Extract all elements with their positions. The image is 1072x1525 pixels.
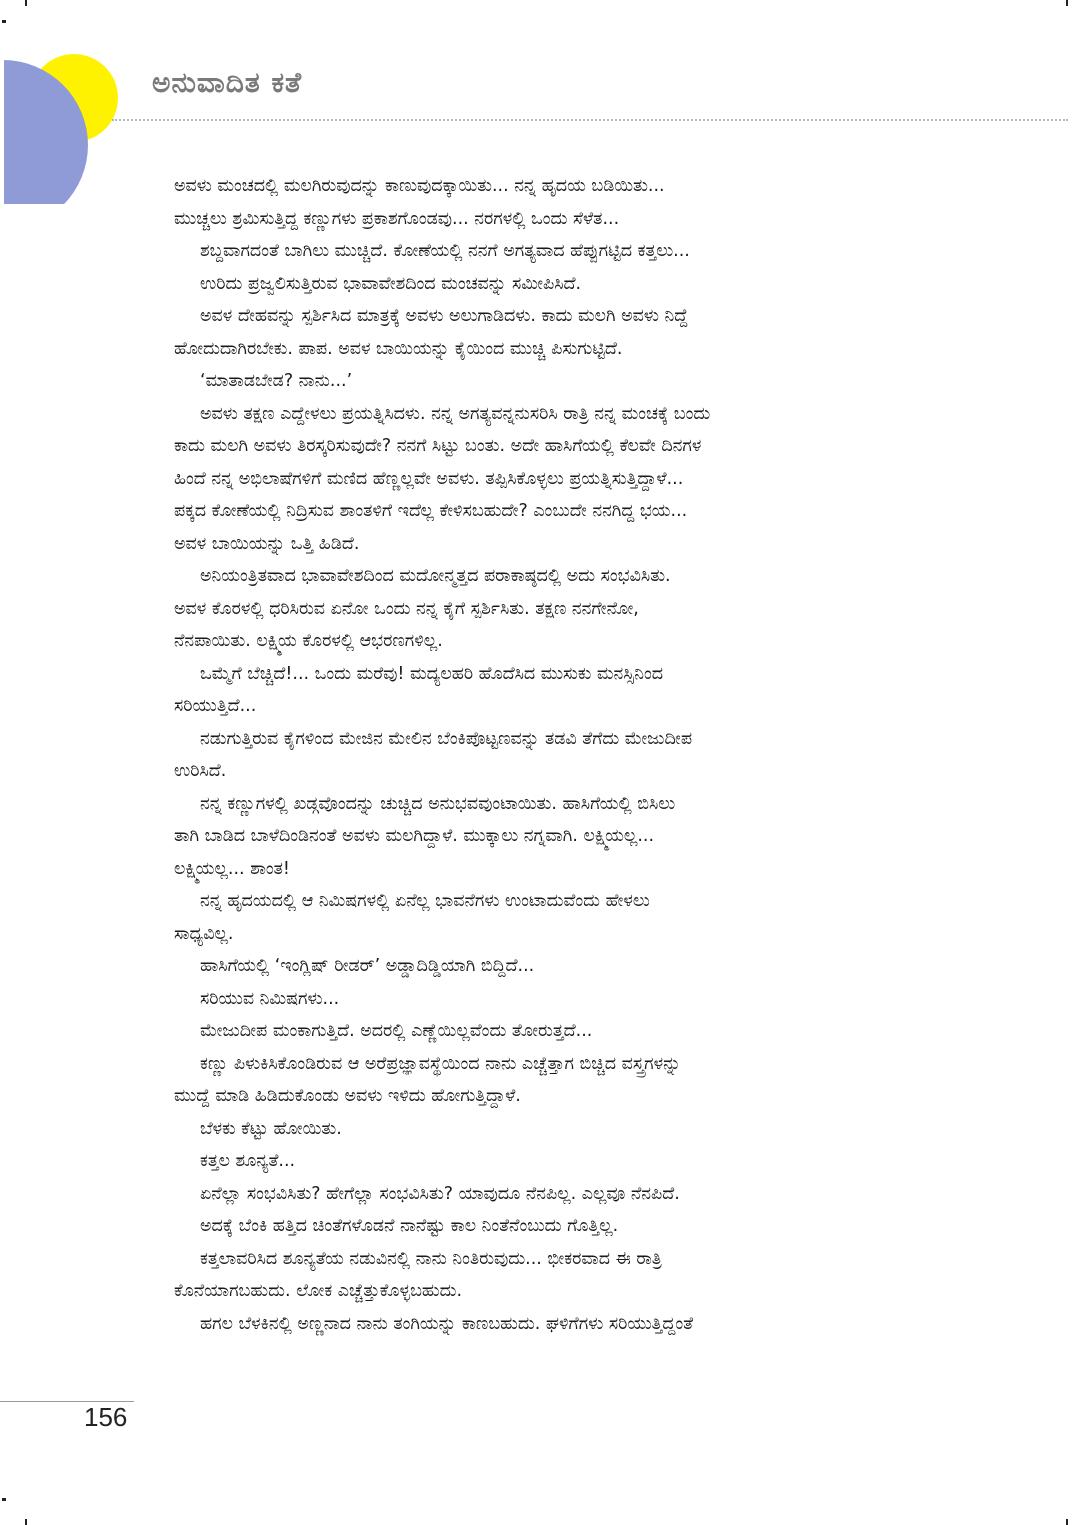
body-line: ಉರಿಸಿದೆ. <box>174 761 227 781</box>
body-line: ಲಕ್ಷ್ಮಿಯಲ್ಲ... ಶಾಂತ! <box>174 858 290 879</box>
decorative-mask-left <box>0 40 4 240</box>
body-line: ಅನಿಯಂತ್ರಿತವಾದ ಭಾವಾವೇಶದಿಂದ ಮದೋನ್ಮತ್ತದ ಪರಾಕಾಷ್ಠದಲ್ಲಿ ಅದು ಸಂಭವಿಸಿತು. <box>200 566 671 586</box>
body-line: ಅವಳು ತಕ್ಷಣ ಎದ್ದೇಳಲು ಪ್ರಯತ್ನಿಸಿದಳು. ನನ್ನ ಅಗತ್ಯವನ್ನನುಸರಿಸಿ ರಾತ್ರಿ ನನ್ನ ಮಂಚಕ್ಕೆ ಬಂದು <box>200 403 711 424</box>
crop-mark-top-left <box>2 20 6 23</box>
body-line: ಅವಳ ದೇಹವನ್ನು ಸ್ಪರ್ಶಿಸಿದ ಮಾತ್ರಕ್ಕೆ ಅವಳು ಅಲುಗಾಡಿದಳು. ಕಾದು ಮಲಗಿ ಅವಳು ನಿದ್ದೆ <box>200 306 688 326</box>
body-line: ಅದಕ್ಕೆ ಬೆಂಕಿ ಹತ್ತಿದ ಚಿಂತೆಗಳೊಡನೆ ನಾನೆಷ್ಟು ಕಾಲ ನಿಂತೆನೆಂಬುದು ಗೊತ್ತಿಲ್ಲ. <box>200 1216 619 1236</box>
body-line: ತಾಗಿ ಬಾಡಿದ ಬಾಳೆದಿಂಡಿನಂತೆ ಅವಳು ಮಲಗಿದ್ದಾಳೆ. ಮುಕ್ಕಾಲು ನಗ್ನವಾಗಿ. ಲಕ್ಷ್ಮಿಯಲ್ಲ... <box>174 826 655 846</box>
page-number: 156 <box>84 1402 128 1432</box>
body-line: ಹಾಸಿಗೆಯಲ್ಲಿ ‘ಇಂಗ್ಲಿಷ್ ರೀಡರ್’ ಅಡ್ಡಾದಿಡ್ಡಿಯಾಗಿ ಬಿದ್ದಿದೆ... <box>200 956 535 976</box>
body-line: ಮುದ್ದೆ ಮಾಡಿ ಹಿಡಿದುಕೊಂಡು ಅವಳು ಇಳಿದು ಹೋಗುತ್ತಿದ್ದಾಳೆ. <box>174 1086 521 1106</box>
body-line: ನನ್ನ ಹೃದಯದಲ್ಲಿ ಆ ನಿಮಿಷಗಳಲ್ಲಿ ಏನೆಲ್ಲ ಭಾವನೆಗಳು ಉಂಟಾದುವೆಂದು ಹೇಳಲು <box>200 891 650 911</box>
body-line: ‘ಮಾತಾಡಬೇಡ? ನಾನು...’ <box>200 371 353 391</box>
body-line: ಕಾದು ಮಲಗಿ ಅವಳು ತಿರಸ್ಕರಿಸುವುದೇ? ನನಗೆ ಸಿಟ್ಟು ಬಂತು. ಅದೇ ಹಾಸಿಗೆಯಲ್ಲಿ ಕೆಲವೇ ದಿನಗಳ <box>174 436 702 456</box>
body-line: ಉರಿದು ಪ್ರಜ್ವಲಿಸುತ್ತಿರುವ ಭಾವಾವೇಶದಿಂದ ಮಂಚವನ್ನು ಸಮೀಪಿಸಿದೆ. <box>200 273 582 294</box>
body-line: ಅವಳು ಮಂಚದಲ್ಲಿ ಮಲಗಿರುವುದನ್ನು ಕಾಣುವುದಕ್ಕಾಯಿತು... ನನ್ನ ಹೃದಯ ಬಡಿಯಿತು... <box>174 176 665 196</box>
crop-mark-bottom-left-v <box>25 1519 27 1525</box>
body-line: ಒಮ್ಮೆಗೆ ಬೆಚ್ಚಿದೆ!... ಒಂದು ಮರೆವು! ಮದ್ಯಲಹರಿ ಹೊದೆಸಿದ ಮುಸುಕು ಮನಸ್ಸಿನಿಂದ <box>200 663 664 684</box>
body-line: ಅವಳ ಕೊರಳಲ್ಲಿ ಧರಿಸಿರುವ ಏನೋ ಒಂದು ನನ್ನ ಕೈಗೆ ಸ್ಪರ್ಶಿಸಿತು. ತಕ್ಷಣ ನನಗೇನೋ, <box>174 598 639 619</box>
body-line: ಕಣ್ಣು ಪಿಳುಕಿಸಿಕೊಂಡಿರುವ ಆ ಅರೆಪ್ರಜ್ಞಾವಸ್ಥೆಯಿಂದ ನಾನು ಎಚ್ಚೆತ್ತಾಗ ಬಿಚ್ಚಿದ ವಸ್ತ್ರಗಳನ್ನು <box>200 1053 681 1074</box>
body-line: ನಡುಗುತ್ತಿರುವ ಕೈಗಳಿಂದ ಮೇಜಿನ ಮೇಲಿನ ಬೆಂಕಿಪೊಟ್ಟಣವನ್ನು ತಡವಿ ತೆಗೆದು ಮೇಜುದೀಪ <box>200 728 693 749</box>
body-line: ಕತ್ತಲ ಶೂನ್ಯತೆ... <box>200 1151 296 1171</box>
body-line: ಸಾಧ್ಯವಿಲ್ಲ. <box>174 923 234 944</box>
header-dotted-divider <box>112 119 1068 121</box>
body-line: ಹಿಂದೆ ನನ್ನ ಅಭಿಲಾಷೆಗಳಿಗೆ ಮಣಿದ ಹೆಣ್ಣಲ್ಲವೇ ಅವಳು. ತಪ್ಪಿಸಿಕೊಳ್ಳಲು ಪ್ರಯತ್ನಿಸುತ್ತಿದ್ದಾಳೆ... <box>174 468 684 489</box>
body-line: ಏನೆಲ್ಲಾ ಸಂಭವಿಸಿತು? ಹೇಗೆಲ್ಲಾ ಸಂಭವಿಸಿತು? ಯಾವುದೂ ನೆನಪಿಲ್ಲ. ಎಲ್ಲವೂ ನೆನಪಿದೆ. <box>200 1183 680 1204</box>
body-line: ಅವಳ ಬಾಯಿಯನ್ನು ಒತ್ತಿ ಹಿಡಿದೆ. <box>174 533 360 554</box>
crop-mark-bottom-right-v <box>1066 1519 1068 1525</box>
body-line: ಹೋದುದಾಗಿರಬೇಕು. ಪಾಪ. ಅವಳ ಬಾಯಿಯನ್ನು ಕೈಯಿಂದ ಮುಚ್ಚಿ ಪಿಸುಗುಟ್ಟಿದೆ. <box>174 338 623 359</box>
section-title: ಅನುವಾದಿತ ಕತೆ <box>152 66 303 99</box>
body-line: ಕೊನೆಯಾಗಬಹುದು. ಲೋಕ ಎಚ್ಚೆತ್ತುಕೊಳ್ಳಬಹುದು. <box>174 1281 463 1301</box>
body-line: ಬೆಳಕು ಕೆಟ್ಟು ಹೋಯಿತು. <box>200 1118 342 1139</box>
body-line: ನನ್ನ ಕಣ್ಣುಗಳಲ್ಲಿ ಖಡ್ಗವೊಂದನ್ನು ಚುಚ್ಚಿದ ಅನುಭವವುಂಟಾಯಿತು. ಹಾಸಿಗೆಯಲ್ಲಿ ಬಿಸಿಲು <box>200 793 676 814</box>
body-line: ಸರಿಯುತ್ತಿದೆ... <box>174 696 257 716</box>
body-line: ಮೇಜುದೀಪ ಮಂಕಾಗುತ್ತಿದೆ. ಅದರಲ್ಲಿ ಎಣ್ಣೆಯಿಲ್ಲವೆಂದು ತೋರುತ್ತದೆ... <box>200 1021 593 1041</box>
crop-mark-bottom-left <box>2 1498 6 1501</box>
body-line: ಕತ್ತಲಾವರಿಸಿದ ಶೂನ್ಯತೆಯ ನಡುವಿನಲ್ಲಿ ನಾನು ನಿಂತಿರುವುದು... ಭೀಕರವಾದ ಈ ರಾತ್ರಿ <box>200 1248 662 1269</box>
crop-mark-top-right-v <box>1066 0 1068 6</box>
body-line: ಹಗಲ ಬೆಳಕಿನಲ್ಲಿ ಅಣ್ಣನಾದ ನಾನು ತಂಗಿಯನ್ನು ಕಾಣಬಹುದು. ಘಳಿಗೆಗಳು ಸರಿಯುತ್ತಿದ್ದಂತೆ <box>200 1313 694 1334</box>
body-line: ಮುಚ್ಚಲು ಶ್ರಮಿಸುತ್ತಿದ್ದ ಕಣ್ಣುಗಳು ಪ್ರಕಾಶಗೊಂಡವು... ನರಗಳಲ್ಲಿ ಒಂದು ಸೆಳೆತ... <box>174 208 620 229</box>
body-line: ಪಕ್ಕದ ಕೋಣೆಯಲ್ಲಿ ನಿದ್ರಿಸುವ ಶಾಂತಳಿಗೆ ಇದೆಲ್ಲ ಕೇಳಿಸಬಹುದೇ? ಎಂಬುದೇ ನನಗಿದ್ದ ಭಯ... <box>174 501 688 521</box>
body-line: ನೆನಪಾಯಿತು. ಲಕ್ಷ್ಮಿಯ ಕೊರಳಲ್ಲಿ ಆಭರಣಗಳಿಲ್ಲ. <box>174 631 443 651</box>
decorative-mask <box>0 204 140 244</box>
body-line: ಶಬ್ದವಾಗದಂತೆ ಬಾಗಿಲು ಮುಚ್ಚಿದೆ. ಕೋಣೆಯಲ್ಲಿ ನನಗೆ ಅಗತ್ಯವಾದ ಹೆಪ್ಪುಗಟ್ಟಿದ ಕತ್ತಲು... <box>200 241 690 261</box>
crop-mark-top-left-v <box>25 0 27 6</box>
body-line: ಸರಿಯುವ ನಿಮಿಷಗಳು... <box>200 988 340 1009</box>
story-body <box>174 170 946 1340</box>
